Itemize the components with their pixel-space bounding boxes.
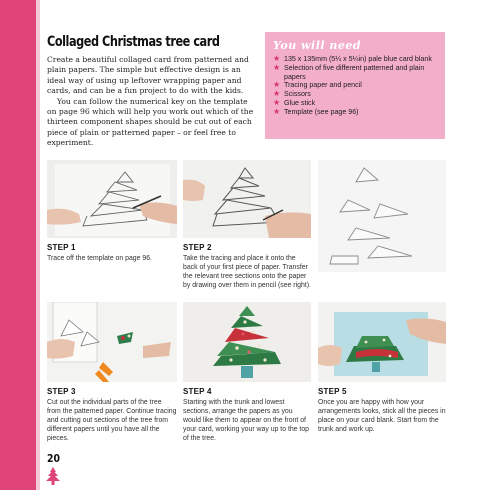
step-text: Take the tracing and place it onto the back of your first piece of paper. Transfer the relevant tree sections onto the paper by drawing over them in pencil (see right).	[183, 255, 311, 290]
materials-item-label: Selection of five different patterned and plain papers	[284, 63, 425, 81]
materials-item-label: Template (see page 96)	[284, 107, 359, 116]
step-5	[318, 387, 446, 434]
traced-shapes-photo	[318, 160, 446, 272]
step-1-photo	[47, 160, 177, 238]
step-3-photo	[47, 302, 177, 382]
you-will-need-title: You will need	[273, 39, 362, 52]
step-1	[47, 243, 177, 263]
materials-list	[273, 55, 437, 117]
page-side-bar	[0, 0, 36, 490]
star-icon: ★	[273, 89, 281, 99]
step-label: STEP 4	[183, 387, 212, 396]
materials-item	[273, 90, 437, 99]
step-2	[183, 243, 311, 290]
step-label: STEP 1	[47, 243, 76, 252]
step-2-photo	[183, 160, 311, 238]
star-icon: ★	[273, 62, 281, 72]
materials-item	[273, 55, 437, 64]
star-icon: ★	[273, 106, 281, 116]
page-title: Collaged Christmas tree card	[47, 34, 220, 50]
step-text: Once you are happy with how your arrangements looks, stick all the pieces in place on your card blank. Start from the trunk and work up.	[318, 399, 446, 434]
page-number: 20	[47, 452, 61, 465]
step-label: STEP 5	[318, 387, 347, 396]
step-4	[183, 387, 311, 443]
materials-item-label: 135 x 135mm (5¼ x 5¼in) pale blue card blank	[284, 55, 432, 63]
christmas-tree-icon	[45, 467, 61, 485]
you-will-need-box	[265, 32, 445, 139]
star-icon: ★	[273, 54, 281, 63]
step-label: STEP 2	[183, 243, 212, 252]
materials-item	[273, 99, 437, 108]
materials-item-label: Glue stick	[284, 98, 316, 107]
materials-item	[273, 81, 437, 90]
materials-item-label: Tracing paper and pencil	[284, 81, 362, 90]
step-4-photo	[183, 302, 311, 382]
star-icon: ★	[273, 80, 281, 90]
intro-text	[47, 55, 255, 149]
step-3	[47, 387, 177, 443]
materials-item-label: Scissors	[284, 90, 311, 99]
step-label: STEP 3	[47, 387, 76, 396]
intro-paragraph: You can follow the numerical key on the template on page 96 which will help you work out which of the thirteen component shapes should be cut out of each piece of plain or patterned paper – or feel free to experiment.	[47, 96, 254, 148]
step-text: Trace off the template on page 96.	[47, 255, 152, 262]
intro-paragraph: Create a beautiful collaged card from patterned and plain papers. The simple but effective design is an ideal way of using up leftover wrapping paper and cards, and can be a fun project to do with the kids.	[47, 55, 249, 96]
step-text: Starting with the trunk and lowest sections, arrange the papers as you would like them to appear on the front of your card, working your way up to the top of the tree.	[183, 399, 310, 443]
materials-item	[273, 108, 437, 117]
step-5-photo	[318, 302, 446, 382]
step-text: Cut out the individual parts of the tree from the patterned paper. Continue tracing and cutting out sections of the tree from different papers until you have all the pieces.	[47, 399, 177, 443]
materials-item	[273, 64, 437, 82]
page-side-bar-stripe	[36, 0, 40, 490]
star-icon: ★	[273, 97, 281, 107]
